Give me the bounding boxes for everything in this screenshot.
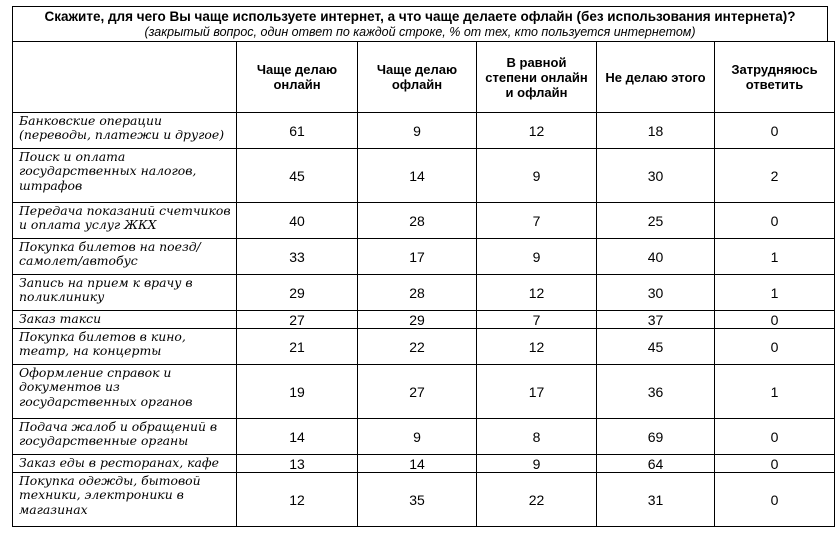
cell-equal: 9: [477, 239, 597, 275]
table-row: [13, 329, 835, 365]
table-row: [13, 149, 835, 203]
header-equal-label: В равной степени онлайн и офлайн: [485, 54, 588, 100]
table-row: [13, 275, 835, 311]
cell-offline: 28: [358, 203, 477, 239]
cell-equal: 17: [477, 365, 597, 419]
cell-not-doing: 45: [597, 329, 715, 365]
table-row: [13, 113, 835, 149]
cell-online: 13: [237, 455, 358, 473]
row-label: Заказ такси: [13, 311, 237, 329]
row-label: Банковские операции (переводы, платежи и другое): [13, 113, 237, 149]
cell-online: 61: [237, 113, 358, 149]
cell-online: 12: [237, 473, 358, 527]
header-offline: [358, 42, 477, 113]
cell-offline: 17: [358, 239, 477, 275]
table-row: [13, 311, 835, 329]
cell-offline: 14: [358, 455, 477, 473]
cell-online: 33: [237, 239, 358, 275]
cell-equal: 22: [477, 473, 597, 527]
row-label: Заказ еды в ресторанах, кафе: [13, 455, 237, 473]
cell-not-doing: 30: [597, 149, 715, 203]
cell-hard-to-say: 0: [715, 473, 835, 527]
cell-online: 40: [237, 203, 358, 239]
cell-equal: 7: [477, 203, 597, 239]
row-label: Запись на прием к врачу в поликлинику: [13, 275, 237, 311]
table-subtitle: (закрытый вопрос, один ответ по каждой строке, % от тех, кто пользуется интернетом): [12, 25, 828, 41]
cell-offline: 9: [358, 113, 477, 149]
cell-online: 45: [237, 149, 358, 203]
row-label: Поиск и оплата государственных налогов, штрафов: [13, 149, 237, 203]
table-row: [13, 419, 835, 455]
cell-equal: 12: [477, 113, 597, 149]
table-row: [13, 365, 835, 419]
header-equal: [477, 42, 597, 113]
survey-table: [12, 41, 835, 527]
header-not-doing: [597, 42, 715, 113]
row-label: Покупка билетов на поезд/самолет/автобус: [13, 239, 237, 275]
cell-online: 27: [237, 311, 358, 329]
cell-hard-to-say: 1: [715, 239, 835, 275]
cell-hard-to-say: 0: [715, 113, 835, 149]
cell-equal: 7: [477, 311, 597, 329]
header-offline-label: Чаще делаю офлайн: [376, 62, 458, 92]
cell-equal: 12: [477, 329, 597, 365]
cell-not-doing: 36: [597, 365, 715, 419]
header-empty: [13, 42, 237, 113]
row-label: Подача жалоб и обращений в государственные органы: [13, 419, 237, 455]
cell-not-doing: 69: [597, 419, 715, 455]
cell-offline: 9: [358, 419, 477, 455]
survey-table-container: [12, 6, 828, 527]
cell-hard-to-say: 1: [715, 275, 835, 311]
table-row: [13, 203, 835, 239]
cell-hard-to-say: 0: [715, 311, 835, 329]
cell-hard-to-say: 0: [715, 455, 835, 473]
cell-online: 19: [237, 365, 358, 419]
cell-online: 14: [237, 419, 358, 455]
cell-not-doing: 30: [597, 275, 715, 311]
header-online-label: Чаще делаю онлайн: [256, 62, 338, 92]
header-hard-to-say-label: Затрудняюсь ответить: [731, 62, 818, 92]
table-row: [13, 473, 835, 527]
cell-online: 21: [237, 329, 358, 365]
cell-equal: 12: [477, 275, 597, 311]
table-row: [13, 239, 835, 275]
cell-hard-to-say: 0: [715, 419, 835, 455]
cell-online: 29: [237, 275, 358, 311]
cell-hard-to-say: 1: [715, 365, 835, 419]
cell-hard-to-say: 2: [715, 149, 835, 203]
header-row: [13, 42, 835, 113]
row-label: Оформление справок и документов из государственных органов: [13, 365, 237, 419]
table-body: [13, 113, 835, 527]
cell-not-doing: 18: [597, 113, 715, 149]
cell-not-doing: 64: [597, 455, 715, 473]
header-online: [237, 42, 358, 113]
cell-offline: 22: [358, 329, 477, 365]
cell-hard-to-say: 0: [715, 203, 835, 239]
row-label: Покупка билетов в кино, театр, на концерты: [13, 329, 237, 365]
cell-hard-to-say: 0: [715, 329, 835, 365]
cell-equal: 9: [477, 149, 597, 203]
cell-not-doing: 40: [597, 239, 715, 275]
table-row: [13, 455, 835, 473]
row-label: Покупка одежды, бытовой техники, электроники в магазинах: [13, 473, 237, 527]
cell-offline: 14: [358, 149, 477, 203]
row-label: Передача показаний счетчиков и оплата услуг ЖКХ: [13, 203, 237, 239]
cell-not-doing: 37: [597, 311, 715, 329]
cell-equal: 8: [477, 419, 597, 455]
cell-offline: 29: [358, 311, 477, 329]
cell-equal: 9: [477, 455, 597, 473]
header-hard-to-say: [715, 42, 835, 113]
cell-offline: 27: [358, 365, 477, 419]
cell-offline: 35: [358, 473, 477, 527]
cell-offline: 28: [358, 275, 477, 311]
table-title: Скажите, для чего Вы чаще используете интернет, а что чаще делаете офлайн (без использования интернета)?: [12, 6, 828, 25]
header-not-doing-label: Не делаю этого: [605, 69, 706, 85]
cell-not-doing: 25: [597, 203, 715, 239]
cell-not-doing: 31: [597, 473, 715, 527]
